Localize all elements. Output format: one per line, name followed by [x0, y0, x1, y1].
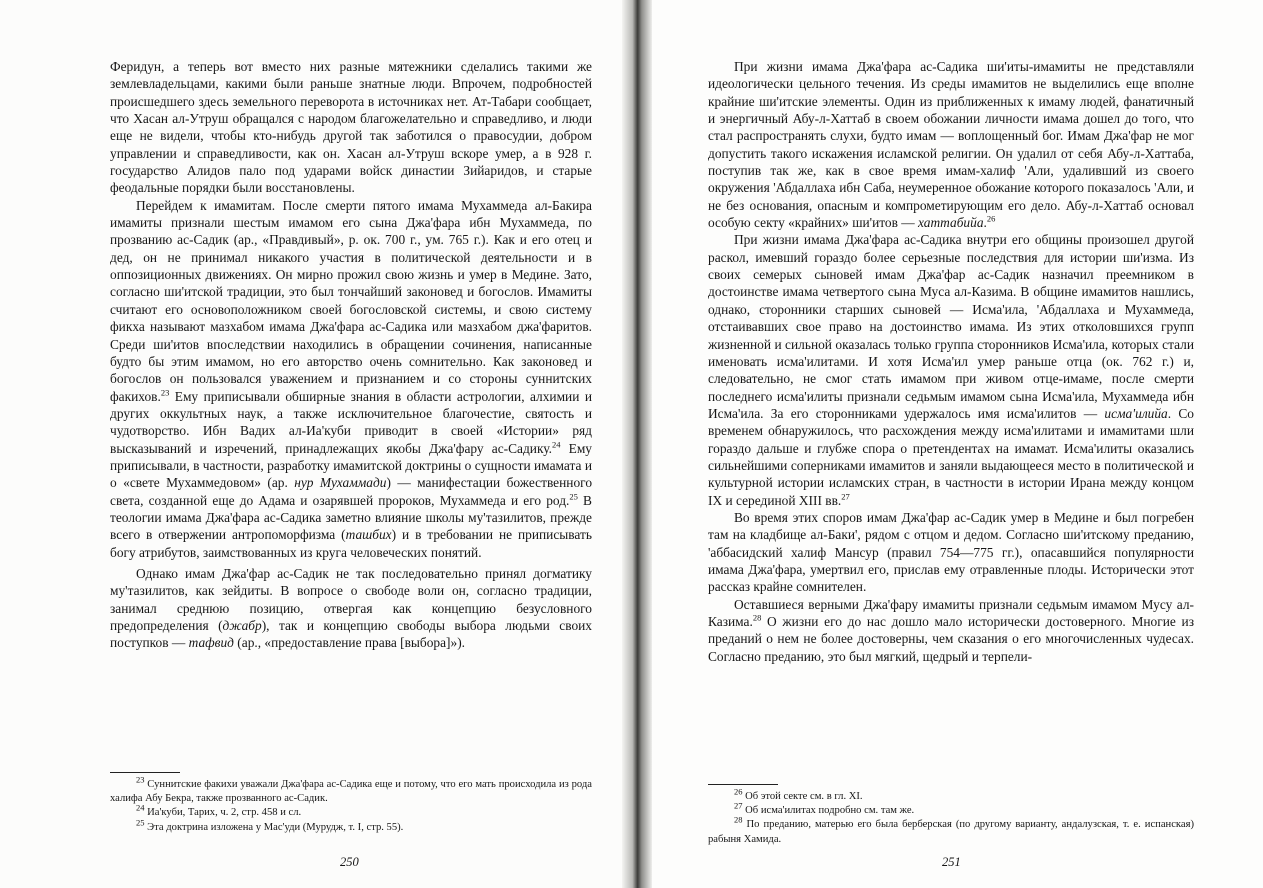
paragraph: Феридун, а теперь вот вместо них разные мятежники сделались такими же землевладельцами, какими были раньше знатные люди. Впрочем, подробностей происшедшего здесь земельного переворота в источниках нет. Ат-Табари сообщает, что Хасан ал-Утруш обращался с народом благожелательно и справедливо, и люди еще не видели, чтобы кто-нибудь другой так заботился о правосудии, добром управлении и справедливости, как он. Хасан ал-Утруш вскоре умер, а в 928 г. государство Алидов пало под ударами войск династии Зийаридов, и старые феодальные порядки были восстановлены.	[110, 59, 592, 196]
paragraph: Во время этих споров имам Джа'фар ас-Садик умер в Медине и был погребен там на кладбище ал-Баки', рядом с отцом и дедом. Согласно ши'итскому преданию, 'аббасидский халиф Мансур (правил 754—775 гг.), опасавшийся популярности имама Джа'фара, умертвил его, прислав ему отравленные плоды. Исторически этот рассказ крайне сомнителен.	[708, 509, 1194, 595]
footnote-rule	[708, 784, 778, 785]
footnote-marker: 23	[160, 387, 170, 398]
footnote: $^{24}$ Иа'куби, Тарих, ч. 2, стр. 458 и сл.	[136, 802, 302, 819]
right-footnotes	[708, 784, 1194, 847]
paragraph: При жизни имама Джа'фара ас-Садика ши'иты-имамиты не представляли идеологически цельного течения. Из среды имамитов не выделились еще вполне крайние ши'итские элементы. Один из приближенных к имаму людей, фанатичный и энергичный Абу-л-Хаттаб в своем обожании личности имама дошел до того, что стал распространять слухи, будто имам — воплощенный бог. Имам Джа'фар не мог допустить такого искажения исламской религии. Он удалил от себя Абу-л-Хаттаба, поступив так же, как в свое время имам-халиф 'Али, удаливший из своего окружения 'Абдаллаха ибн Саба, неумеренное обожание которого показалось 'Али, и не без основания, опасным и компрометирующим его дело. Абу-л-Хаттаб основал особую секту «крайних» ши'итов — хаттабийа.$^{26}$	[708, 59, 1194, 231]
footnote: $^{26}$ Об этой секте см. в гл. XI.	[734, 786, 863, 802]
left-body-text	[110, 58, 592, 652]
italic-term: джабр	[222, 618, 262, 633]
italic-term: ташбих	[345, 527, 392, 543]
paragraph: Однако имам Джа'фар ас-Садик не так последовательно принял догматику му'тазилитов, как зейдиты. В вопросе о свободе воли он, согласно традиции, занимал среднюю позицию, отвергая как концепцию безусловного предопределения (джабр), так и концепцию свободы выбора людьми своих поступков — тафвид (ар., «предоставление права [выбора]»).	[110, 565, 592, 651]
footnote-number: 24	[136, 802, 145, 813]
left-footnotes	[110, 772, 592, 835]
footnote-marker: 27	[841, 491, 850, 502]
italic-term: нур Мухаммади	[294, 475, 387, 491]
italic-term: тафвид	[188, 635, 234, 651]
footnote-marker: 26	[986, 213, 996, 224]
right-body-text	[708, 58, 1194, 665]
footnote: $^{28}$ По преданию, матерью его была берберская (по другому варианту, андалузская, т. е. испанская) рабыня Хамида.	[708, 814, 1194, 845]
footnote-number: 23	[136, 774, 145, 785]
italic-term: хаттабийа	[918, 215, 984, 231]
footnote-number: 27	[734, 800, 743, 811]
footnote-marker: 28	[752, 612, 762, 623]
footnote-rule	[110, 772, 180, 773]
left-page-number: 250	[340, 855, 359, 869]
footnote: $^{23}$ Суннитские факихи уважали Джа'фара ас-Садика еще и потому, что его мать происходила из рода халифа Абу Бекра, также прозванного ас-Садик.	[110, 774, 592, 805]
footnote-number: 26	[734, 786, 743, 797]
paragraph: Оставшиеся верными Джа'фару имамиты признали седьмым имамом Мусу ал-Казима.$^{28}$ О жизни его до нас дошло мало исторически достоверного. Многие из преданий о нем не более достоверны, чем сказания о его многочисленных чудесах. Согласно преданию, это был мягкий, щедрый и терпели-	[708, 596, 1194, 664]
right-footnote-list	[708, 786, 1194, 847]
left-footnote-list	[110, 774, 592, 835]
footnote-marker: 25	[569, 491, 578, 502]
footnote: $^{25}$ Эта доктрина изложена у Мас'уди (Мурудж, т. I, стр. 55).	[136, 817, 404, 833]
footnote-marker: 24	[551, 439, 561, 450]
footnote-number: 28	[734, 814, 743, 825]
italic-term: исма'илийа	[1104, 405, 1168, 421]
footnote: $^{27}$ Об исма'илитах подробно см. там же.	[734, 800, 915, 817]
right-page	[636, 0, 1263, 888]
footnote-number: 25	[136, 817, 145, 828]
paragraph: При жизни имама Джа'фара ас-Садика внутри его общины произошел другой раскол, имевший гораздо более серьезные последствия для истории ши'изма. Из своих семерых сыновей имам Джа'фар ас-Садик назначил преемником в достоинстве имама четвертого сына Муса ал-Казима. В общине имамитов нашлись, однако, сторонники старших сыновей — Исма'ила, 'Абдаллаха и Мухаммеда, отстаивавших свое право на достоинство имама. Из этих отколовшихся групп жизненной и сильной оказалась только группа сторонников Исма'ила, которых стали именовать исма'илитами. И хотя Исма'ил умер раньше отца (ок. 762 г.) и, следовательно, не смог стать имамом при живом отце-имаме, после смерти последнего исма'илиты признали седьмым имамом сына Исма'ила, Мухаммеда ибн Исма'ила. За его сторонниками удержалось имя исма'илитов — исма'илийа. Со временем обнаружилось, что расхождения между исма'илитами и имамитами шли гораздо дальше и глубже спора о претендентах на имамат. Исма'илиты оказались сильнейшими соперниками имамитов и заняли выдающееся место в политической и культурной истории исламских стран, в частности в истории Ирана между концом IX и серединой XIII вв.$^{27}$	[708, 232, 1195, 508]
book-gutter-shadow	[622, 0, 652, 888]
right-page-number: 251	[942, 855, 961, 869]
paragraph: Перейдем к имамитам. После смерти пятого имама Мухаммеда ал-Бакира имамиты признали шестым имамом его сына Джа'фара ибн Мухаммеда, по прозванию ас-Садик (ар., «Правдивый», р. ок. 700 г., ум. 765 г.). Как и его отец и дед, он не принимал никакого участия в политической деятельности и в оппозиционных движениях. Он мирно прожил свою жизнь и умер в Медине. Зато, согласно ши'итской традиции, это был тончайший законовед и богослов. Имамиты считают его основоположником своей богословской системы, и свою систему фикха называют мазхабом имама Джа'фара ас-Садика или мазхабом джа'фаритов. Среди ши'итов впоследствии находились в обращении сочинения, написанные будто бы этим имамом, но его авторство очень сомнительно. Как законовед и богослов он пользовался уважением и признанием и со стороны суннитских факихов.$^{23}$ Ему приписывали обширные знания в области астрологии, алхимии и других оккультных наук, а также исключительное благочестие, святость и чудотворство. Ибн Вадих ал-Иа'куби приводит в своей «Истории» ряд высказываний и изречений, принадлежащих якобы Джа'фару ас-Садику.$^{24}$ Ему приписывали, в частности, разработку имамитской доктрины о сущности имамата и о «свете Мухаммедовом» (ар. нур Мухаммади) — манифестации божественного света, созданной еще до Адама и озарявшей пророков, Мухаммеда и его род.$^{25}$ В теологии имама Джа'фара ас-Садика заметно влияние школы му'тазилитов, прежде всего в отвержении антропоморфизма (ташбих) и в требовании не приписывать богу атрибутов, заимствованных из круга человеческих понятий.	[110, 197, 593, 560]
